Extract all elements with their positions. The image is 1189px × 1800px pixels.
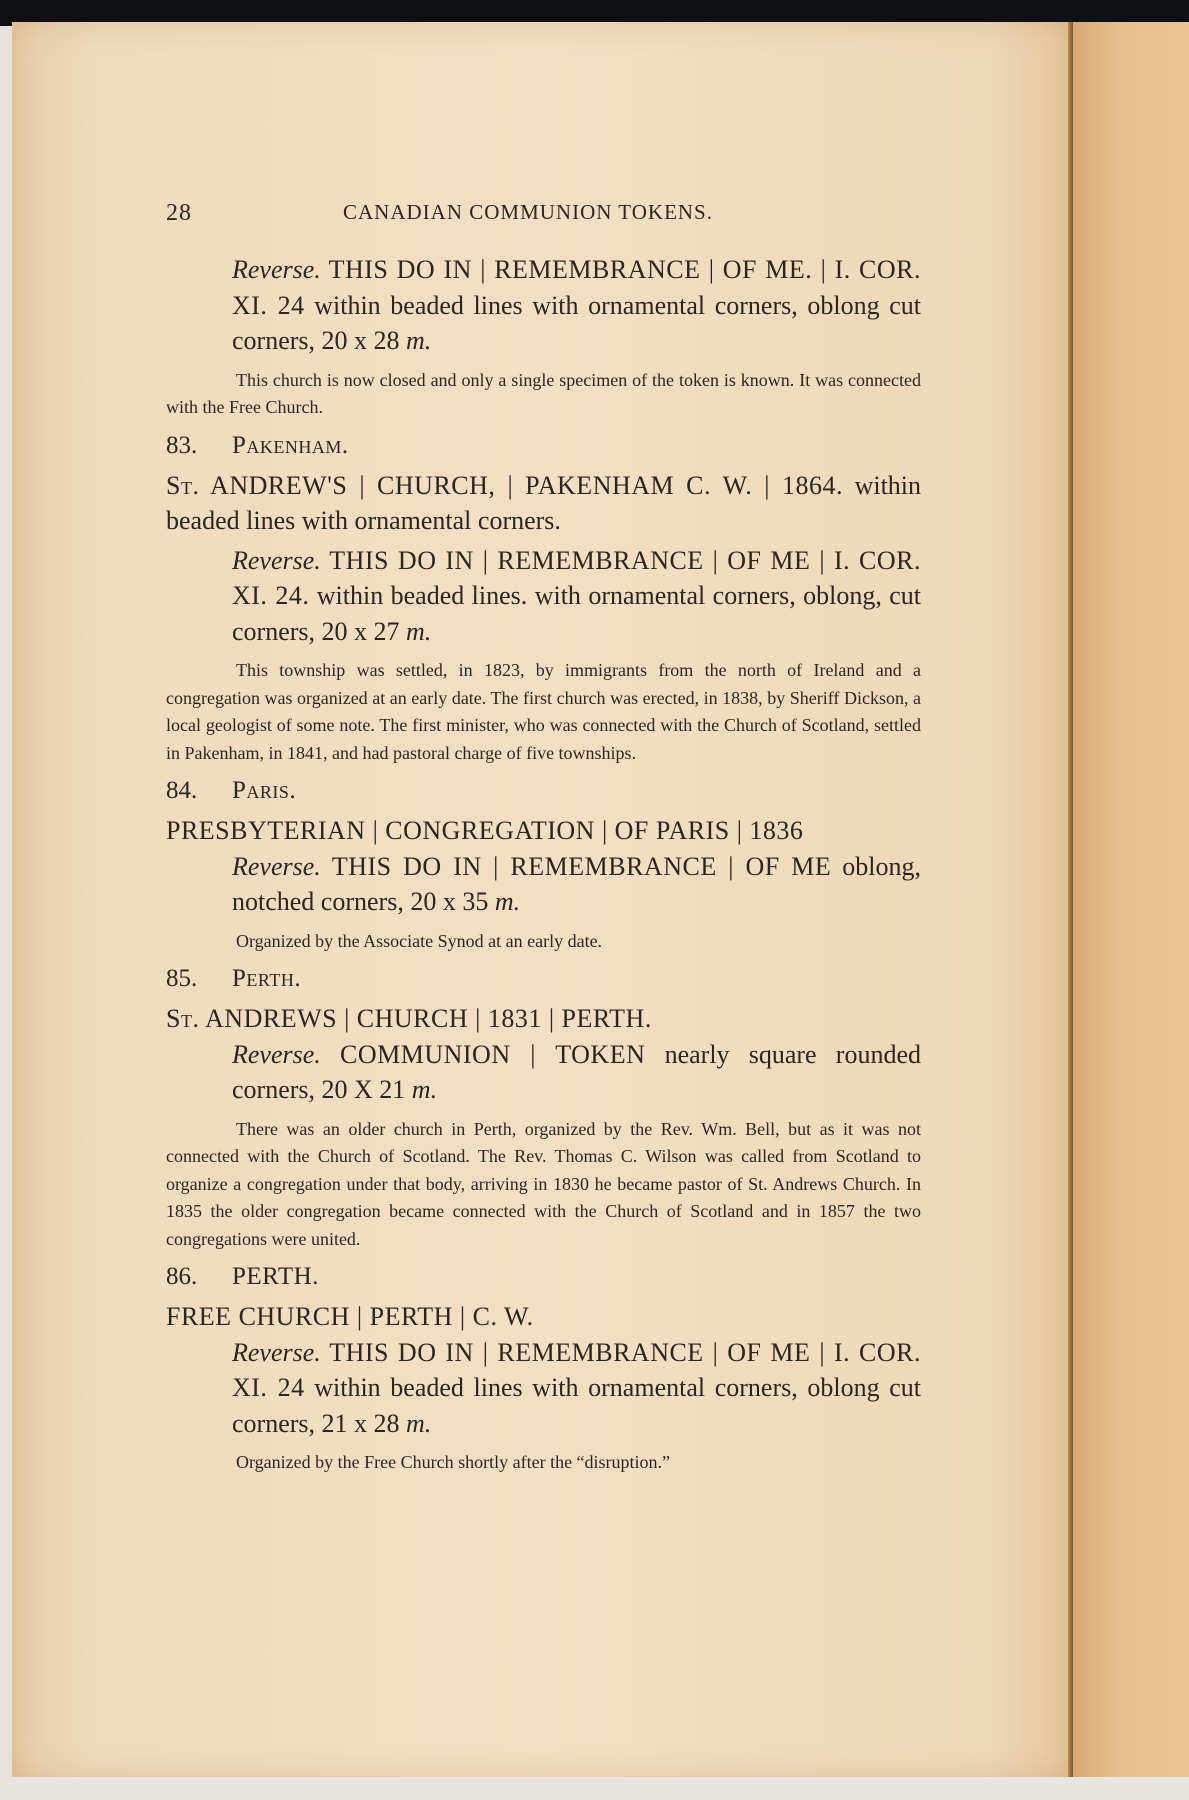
intro-reverse [232, 252, 921, 359]
obverse-inscription: St. ANDREW'S | CHURCH, | PAKENHAM C. W. | 1864. [166, 470, 844, 500]
bottom-edge [0, 1777, 1189, 1800]
entry-86 [166, 1263, 921, 1477]
entry-note: This township was settled, in 1823, by immigrants from the north of Ireland and a congregation was organized at an early date. The first church was erected, in 1838, by Sheriff Dickson, a local geologist of some note. The first minister, who was connected with the Church of Scotland, settled in Pakenham, in 1841, and had pastoral charge of five townships. [166, 660, 921, 763]
entry-note: Organized by the Associate Synod at an early date. [236, 930, 603, 951]
entry-name: PERTH. [232, 1263, 319, 1290]
reverse-label: Reverse. [232, 255, 321, 284]
reverse-text [232, 543, 921, 650]
entry-heading [166, 1263, 921, 1291]
unit-label: m. [494, 887, 521, 916]
reverse-label: Reverse. [232, 1039, 321, 1069]
reverse-inscription: THIS DO IN | REMEMBRANCE | OF ME | I. COR. XI. 24 [232, 1337, 922, 1402]
reverse-description: nearly square rounded corners, 20 X 21 [232, 1039, 921, 1104]
page-content [166, 200, 921, 1487]
obverse-inscription: PRESBYTERIAN | CONGREGATION | OF PARIS | 1836 [166, 816, 804, 845]
unit-label: m. [406, 1408, 432, 1438]
entry-note: There was an older church in Perth, organized by the Rev. Wm. Bell, but as it was not connected with the Church of Scotland. The Rev. Thomas C. Wilson was called from Scotland to organize a congregation under that body, arriving in 1830 he became pastor of St. Andrews Church. In 1835 the older congregation became connected with the Church of Scotland and in 1857 the two congregations were united. [166, 1118, 921, 1249]
obverse-text [166, 1299, 921, 1335]
page-number: 28 [166, 200, 192, 226]
unit-label: m. [406, 616, 432, 646]
entry-83 [166, 432, 921, 768]
unit-label: m. [406, 326, 432, 355]
reverse-inscription: THIS DO IN | REMEMBRANCE | OF ME. | I. COR. XI. 24 [232, 255, 921, 320]
intro-continuation [166, 252, 921, 422]
entry-85 [166, 965, 921, 1253]
reverse-label: Reverse. [232, 851, 321, 881]
entry-name: Paris. [232, 777, 297, 804]
page-title: CANADIAN COMMUNION TOKENS. [343, 200, 713, 224]
reverse-text [232, 1335, 921, 1442]
reverse-label: Reverse. [232, 1337, 321, 1367]
entry-name: Pakenham. [232, 431, 349, 459]
reverse-description: within beaded lines with ornamental corners, oblong cut corners, 20 x 28 [232, 290, 922, 355]
entry-number: 83. [166, 431, 198, 459]
obverse-text [166, 1001, 921, 1037]
reverse-text [232, 1037, 921, 1108]
reverse-description: within beaded lines with ornamental corners, oblong cut corners, 21 x 28 [232, 1373, 922, 1438]
reverse-inscription: THIS DO IN | REMEMBRANCE | OF ME | I. COR. XI. 24. [232, 545, 922, 610]
entry-heading [166, 432, 921, 460]
reverse-inscription: COMMUNION | TOKEN [339, 1039, 646, 1069]
entry-name: Perth. [232, 965, 302, 992]
unit-label: m. [411, 1075, 438, 1104]
entry-number: 86. [166, 1263, 198, 1290]
intro-note: This church is now closed and only a single specimen of the token is known. It was connected with the Free Church. [166, 369, 921, 417]
obverse-text [166, 813, 921, 849]
entry-84 [166, 777, 921, 955]
running-header [166, 200, 921, 230]
entry-heading [166, 965, 921, 993]
entry-heading [166, 777, 921, 805]
obverse-description: within beaded lines with ornamental corners. [166, 470, 922, 535]
reverse-inscription: THIS DO IN | REMEMBRANCE | OF ME [331, 851, 832, 881]
obverse-text [166, 468, 921, 539]
entry-number: 85. [166, 965, 198, 992]
reverse-label: Reverse. [232, 545, 321, 575]
adjacent-page [1073, 22, 1189, 1777]
entry-number: 84. [166, 777, 198, 804]
obverse-inscription: St. ANDREWS | CHURCH | 1831 | PERTH. [166, 1004, 652, 1033]
reverse-text [232, 849, 921, 920]
entry-note: Organized by the Free Church shortly after the “disruption.” [236, 1452, 671, 1472]
reverse-description: within beaded lines. with ornamental corners, oblong, cut corners, 20 x 27 [232, 581, 922, 646]
obverse-inscription: FREE CHURCH | PERTH | C. W. [166, 1302, 534, 1331]
reverse-description: oblong, notched corners, 20 x 35 [232, 851, 921, 916]
